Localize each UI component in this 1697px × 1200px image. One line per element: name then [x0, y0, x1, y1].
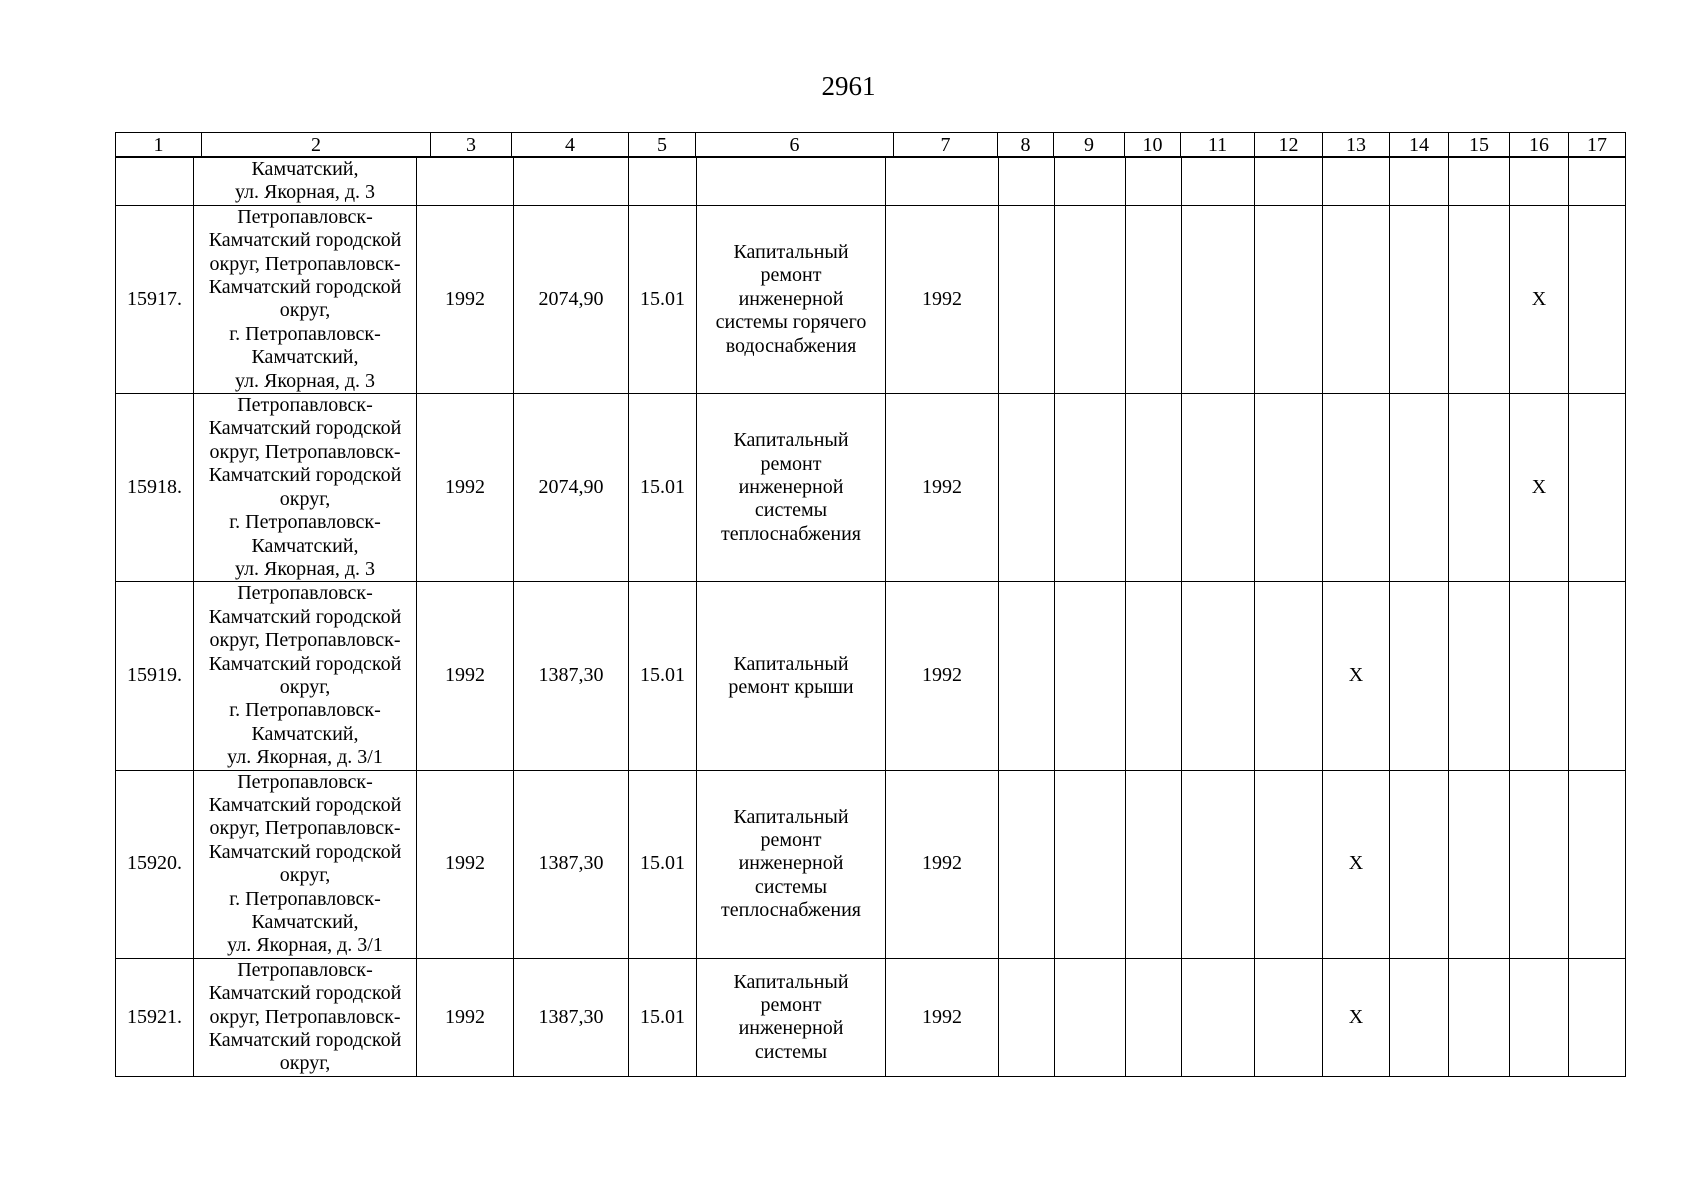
address-line: г. Петропавловск-	[229, 511, 381, 534]
address-line: Петропавловск-	[237, 958, 373, 981]
column-header-1: 1	[116, 133, 202, 157]
work-type-line: теплоснабжения	[721, 522, 861, 545]
address-line: ул. Якорная, д. 3	[234, 181, 376, 204]
address-line: округ, Петропавловск-	[209, 629, 401, 652]
period-mark-cell-17	[1569, 582, 1626, 770]
period-mark-cell-14	[1390, 582, 1449, 770]
work-type-line: Капитальный	[733, 652, 849, 675]
period-mark-cell-9	[1055, 205, 1126, 393]
table-row	[116, 958, 1626, 1076]
period-mark-cell-15	[1449, 158, 1510, 206]
address-line: ул. Якорная, д. 3/1	[227, 746, 383, 769]
period-mark-cell-9	[1055, 958, 1126, 1076]
code-cell	[629, 158, 697, 206]
period-mark-cell-9	[1055, 582, 1126, 770]
year-cell: 1992	[886, 770, 999, 958]
period-mark-cell-10	[1126, 158, 1182, 206]
period-mark-cell-13: X	[1323, 770, 1390, 958]
address-line: Камчатский городской	[208, 793, 402, 816]
period-mark-cell-17	[1569, 770, 1626, 958]
area-cell: 1387,30	[514, 770, 629, 958]
address-line: г. Петропавловск-	[229, 887, 381, 910]
period-mark-cell-11	[1182, 770, 1255, 958]
row-number-cell: 15920.	[116, 770, 194, 958]
address-line: округ, Петропавловск-	[209, 817, 401, 840]
year-built-cell: 1992	[417, 582, 514, 770]
row-number-cell: 15917.	[116, 205, 194, 393]
address-line: Камчатский,	[251, 346, 359, 369]
address-cell	[194, 394, 417, 582]
column-header-11: 11	[1181, 133, 1255, 157]
work-type-cell	[697, 582, 886, 770]
table-row	[116, 770, 1626, 958]
work-type-line: системы	[754, 1040, 828, 1063]
page-number: 2961	[821, 71, 876, 101]
year-built-cell: 1992	[417, 394, 514, 582]
period-mark-cell-8	[999, 158, 1055, 206]
row-number-cell: 15921.	[116, 958, 194, 1076]
area-cell	[514, 158, 629, 206]
period-mark-cell-11	[1182, 394, 1255, 582]
period-mark-cell-15	[1449, 958, 1510, 1076]
work-type-line: ремонт	[760, 264, 822, 287]
year-built-cell: 1992	[417, 770, 514, 958]
table-row	[116, 394, 1626, 582]
work-type-line: ремонт	[760, 829, 822, 852]
work-type-line: ремонт крыши	[728, 675, 854, 698]
code-cell: 15.01	[629, 205, 697, 393]
period-mark-cell-14	[1390, 205, 1449, 393]
address-line: округ, Петропавловск-	[209, 1005, 401, 1028]
work-type-cell	[697, 158, 886, 206]
period-mark-cell-16	[1510, 958, 1569, 1076]
address-line: Петропавловск-	[237, 205, 373, 228]
period-mark-cell-14	[1390, 770, 1449, 958]
header-row	[116, 133, 1626, 157]
work-type-line: системы	[754, 875, 828, 898]
column-header-3: 3	[431, 133, 512, 157]
address-line: Камчатский городской	[208, 982, 402, 1005]
year-cell: 1992	[886, 205, 999, 393]
period-mark-cell-8	[999, 770, 1055, 958]
address-line: округ,	[279, 1052, 331, 1075]
period-mark-cell-12	[1255, 394, 1323, 582]
address-cell	[194, 158, 417, 206]
table-row	[116, 205, 1626, 393]
row-number-cell	[116, 158, 194, 206]
work-type-line: Капитальный	[733, 805, 849, 828]
row-number-cell: 15919.	[116, 582, 194, 770]
period-mark-cell-10	[1126, 770, 1182, 958]
address-line: Камчатский городской	[208, 605, 402, 628]
column-header-12: 12	[1255, 133, 1323, 157]
column-header-9: 9	[1054, 133, 1125, 157]
period-mark-cell-8	[999, 394, 1055, 582]
period-mark-cell-17	[1569, 158, 1626, 206]
column-header-10: 10	[1125, 133, 1181, 157]
code-cell: 15.01	[629, 394, 697, 582]
address-cell	[194, 582, 417, 770]
period-mark-cell-11	[1182, 582, 1255, 770]
year-built-cell: 1992	[417, 205, 514, 393]
period-mark-cell-8	[999, 958, 1055, 1076]
area-cell: 1387,30	[514, 958, 629, 1076]
work-type-line: Капитальный	[733, 429, 849, 452]
address-line: Камчатский,	[251, 534, 359, 557]
area-cell: 2074,90	[514, 205, 629, 393]
column-header-13: 13	[1323, 133, 1390, 157]
period-mark-cell-13: X	[1323, 958, 1390, 1076]
work-type-cell	[697, 958, 886, 1076]
period-mark-cell-10	[1126, 394, 1182, 582]
period-mark-cell-12	[1255, 582, 1323, 770]
period-mark-cell-15	[1449, 770, 1510, 958]
work-type-cell	[697, 205, 886, 393]
period-mark-cell-10	[1126, 958, 1182, 1076]
work-type-line: инженерной	[738, 287, 844, 310]
repair-schedule-table	[115, 157, 1626, 1077]
period-mark-cell-9	[1055, 394, 1126, 582]
work-type-line: ремонт	[760, 452, 822, 475]
column-header-6: 6	[696, 133, 894, 157]
period-mark-cell-11	[1182, 205, 1255, 393]
address-line: Камчатский городской	[208, 652, 402, 675]
table-row	[116, 582, 1626, 770]
period-mark-cell-15	[1449, 205, 1510, 393]
address-line: Камчатский городской	[208, 464, 402, 487]
period-mark-cell-16	[1510, 582, 1569, 770]
work-type-line: системы	[754, 499, 828, 522]
period-mark-cell-15	[1449, 582, 1510, 770]
address-line: Камчатский городской	[208, 840, 402, 863]
period-mark-cell-8	[999, 582, 1055, 770]
column-header-2: 2	[202, 133, 431, 157]
work-type-line: ремонт	[760, 993, 822, 1016]
address-line: ул. Якорная, д. 3	[234, 369, 376, 392]
column-header-4: 4	[512, 133, 629, 157]
period-mark-cell-14	[1390, 394, 1449, 582]
period-mark-cell-11	[1182, 158, 1255, 206]
period-mark-cell-14	[1390, 958, 1449, 1076]
period-mark-cell-13	[1323, 158, 1390, 206]
year-cell: 1992	[886, 582, 999, 770]
column-header-8: 8	[998, 133, 1054, 157]
address-line: Камчатский,	[251, 158, 359, 180]
code-cell: 15.01	[629, 770, 697, 958]
work-type-line: инженерной	[738, 475, 844, 498]
year-built-cell	[417, 158, 514, 206]
address-line: Петропавловск-	[237, 582, 373, 605]
address-line: округ, Петропавловск-	[209, 440, 401, 463]
column-header-17: 17	[1569, 133, 1626, 157]
period-mark-cell-10	[1126, 582, 1182, 770]
work-type-line: Капитальный	[733, 970, 849, 993]
address-line: округ,	[279, 299, 331, 322]
work-type-cell	[697, 394, 886, 582]
year-cell: 1992	[886, 394, 999, 582]
address-line: ул. Якорная, д. 3	[234, 557, 376, 580]
work-type-line: инженерной	[738, 852, 844, 875]
address-line: Камчатский городской	[208, 276, 402, 299]
address-line: округ,	[279, 675, 331, 698]
period-mark-cell-11	[1182, 958, 1255, 1076]
code-cell: 15.01	[629, 582, 697, 770]
address-line: Камчатский городской	[208, 417, 402, 440]
work-type-line: Капитальный	[733, 240, 849, 263]
period-mark-cell-13	[1323, 394, 1390, 582]
address-line: Камчатский,	[251, 722, 359, 745]
address-line: г. Петропавловск-	[229, 322, 381, 345]
period-mark-cell-9	[1055, 770, 1126, 958]
period-mark-cell-13	[1323, 205, 1390, 393]
work-type-cell	[697, 770, 886, 958]
year-cell: 1992	[886, 958, 999, 1076]
address-line: Камчатский,	[251, 911, 359, 933]
address-line: г. Петропавловск-	[229, 699, 381, 722]
address-line: округ,	[279, 864, 331, 887]
address-cell	[194, 205, 417, 393]
year-built-cell: 1992	[417, 958, 514, 1076]
address-line: округ,	[279, 487, 331, 510]
area-cell: 2074,90	[514, 394, 629, 582]
column-header-7: 7	[894, 133, 998, 157]
address-cell	[194, 770, 417, 958]
column-header-5: 5	[629, 133, 696, 157]
address-line: Камчатский городской	[208, 229, 402, 252]
table-row	[116, 158, 1626, 206]
address-line: Петропавловск-	[237, 770, 373, 793]
period-mark-cell-12	[1255, 158, 1323, 206]
period-mark-cell-14	[1390, 158, 1449, 206]
period-mark-cell-16	[1510, 158, 1569, 206]
address-line: округ, Петропавловск-	[209, 252, 401, 275]
work-type-line: теплоснабжения	[721, 899, 861, 922]
period-mark-cell-17	[1569, 958, 1626, 1076]
work-type-line: водоснабжения	[725, 334, 857, 357]
column-header-14: 14	[1390, 133, 1449, 157]
column-header-15: 15	[1449, 133, 1510, 157]
column-header-16: 16	[1510, 133, 1569, 157]
period-mark-cell-16: X	[1510, 205, 1569, 393]
period-mark-cell-12	[1255, 958, 1323, 1076]
period-mark-cell-8	[999, 205, 1055, 393]
address-line: Петропавловск-	[237, 394, 373, 417]
period-mark-cell-10	[1126, 205, 1182, 393]
period-mark-cell-15	[1449, 394, 1510, 582]
period-mark-cell-12	[1255, 205, 1323, 393]
period-mark-cell-12	[1255, 770, 1323, 958]
period-mark-cell-9	[1055, 158, 1126, 206]
column-number-header	[115, 132, 1626, 157]
period-mark-cell-16: X	[1510, 394, 1569, 582]
period-mark-cell-17	[1569, 205, 1626, 393]
work-type-line: инженерной	[738, 1017, 844, 1040]
period-mark-cell-17	[1569, 394, 1626, 582]
address-cell	[194, 958, 417, 1076]
address-line: Камчатский городской	[208, 1029, 402, 1052]
period-mark-cell-16	[1510, 770, 1569, 958]
row-number-cell: 15918.	[116, 394, 194, 582]
work-type-line: системы горячего	[715, 311, 867, 334]
year-cell	[886, 158, 999, 206]
address-line: ул. Якорная, д. 3/1	[227, 934, 383, 957]
area-cell: 1387,30	[514, 582, 629, 770]
code-cell: 15.01	[629, 958, 697, 1076]
period-mark-cell-13: X	[1323, 582, 1390, 770]
